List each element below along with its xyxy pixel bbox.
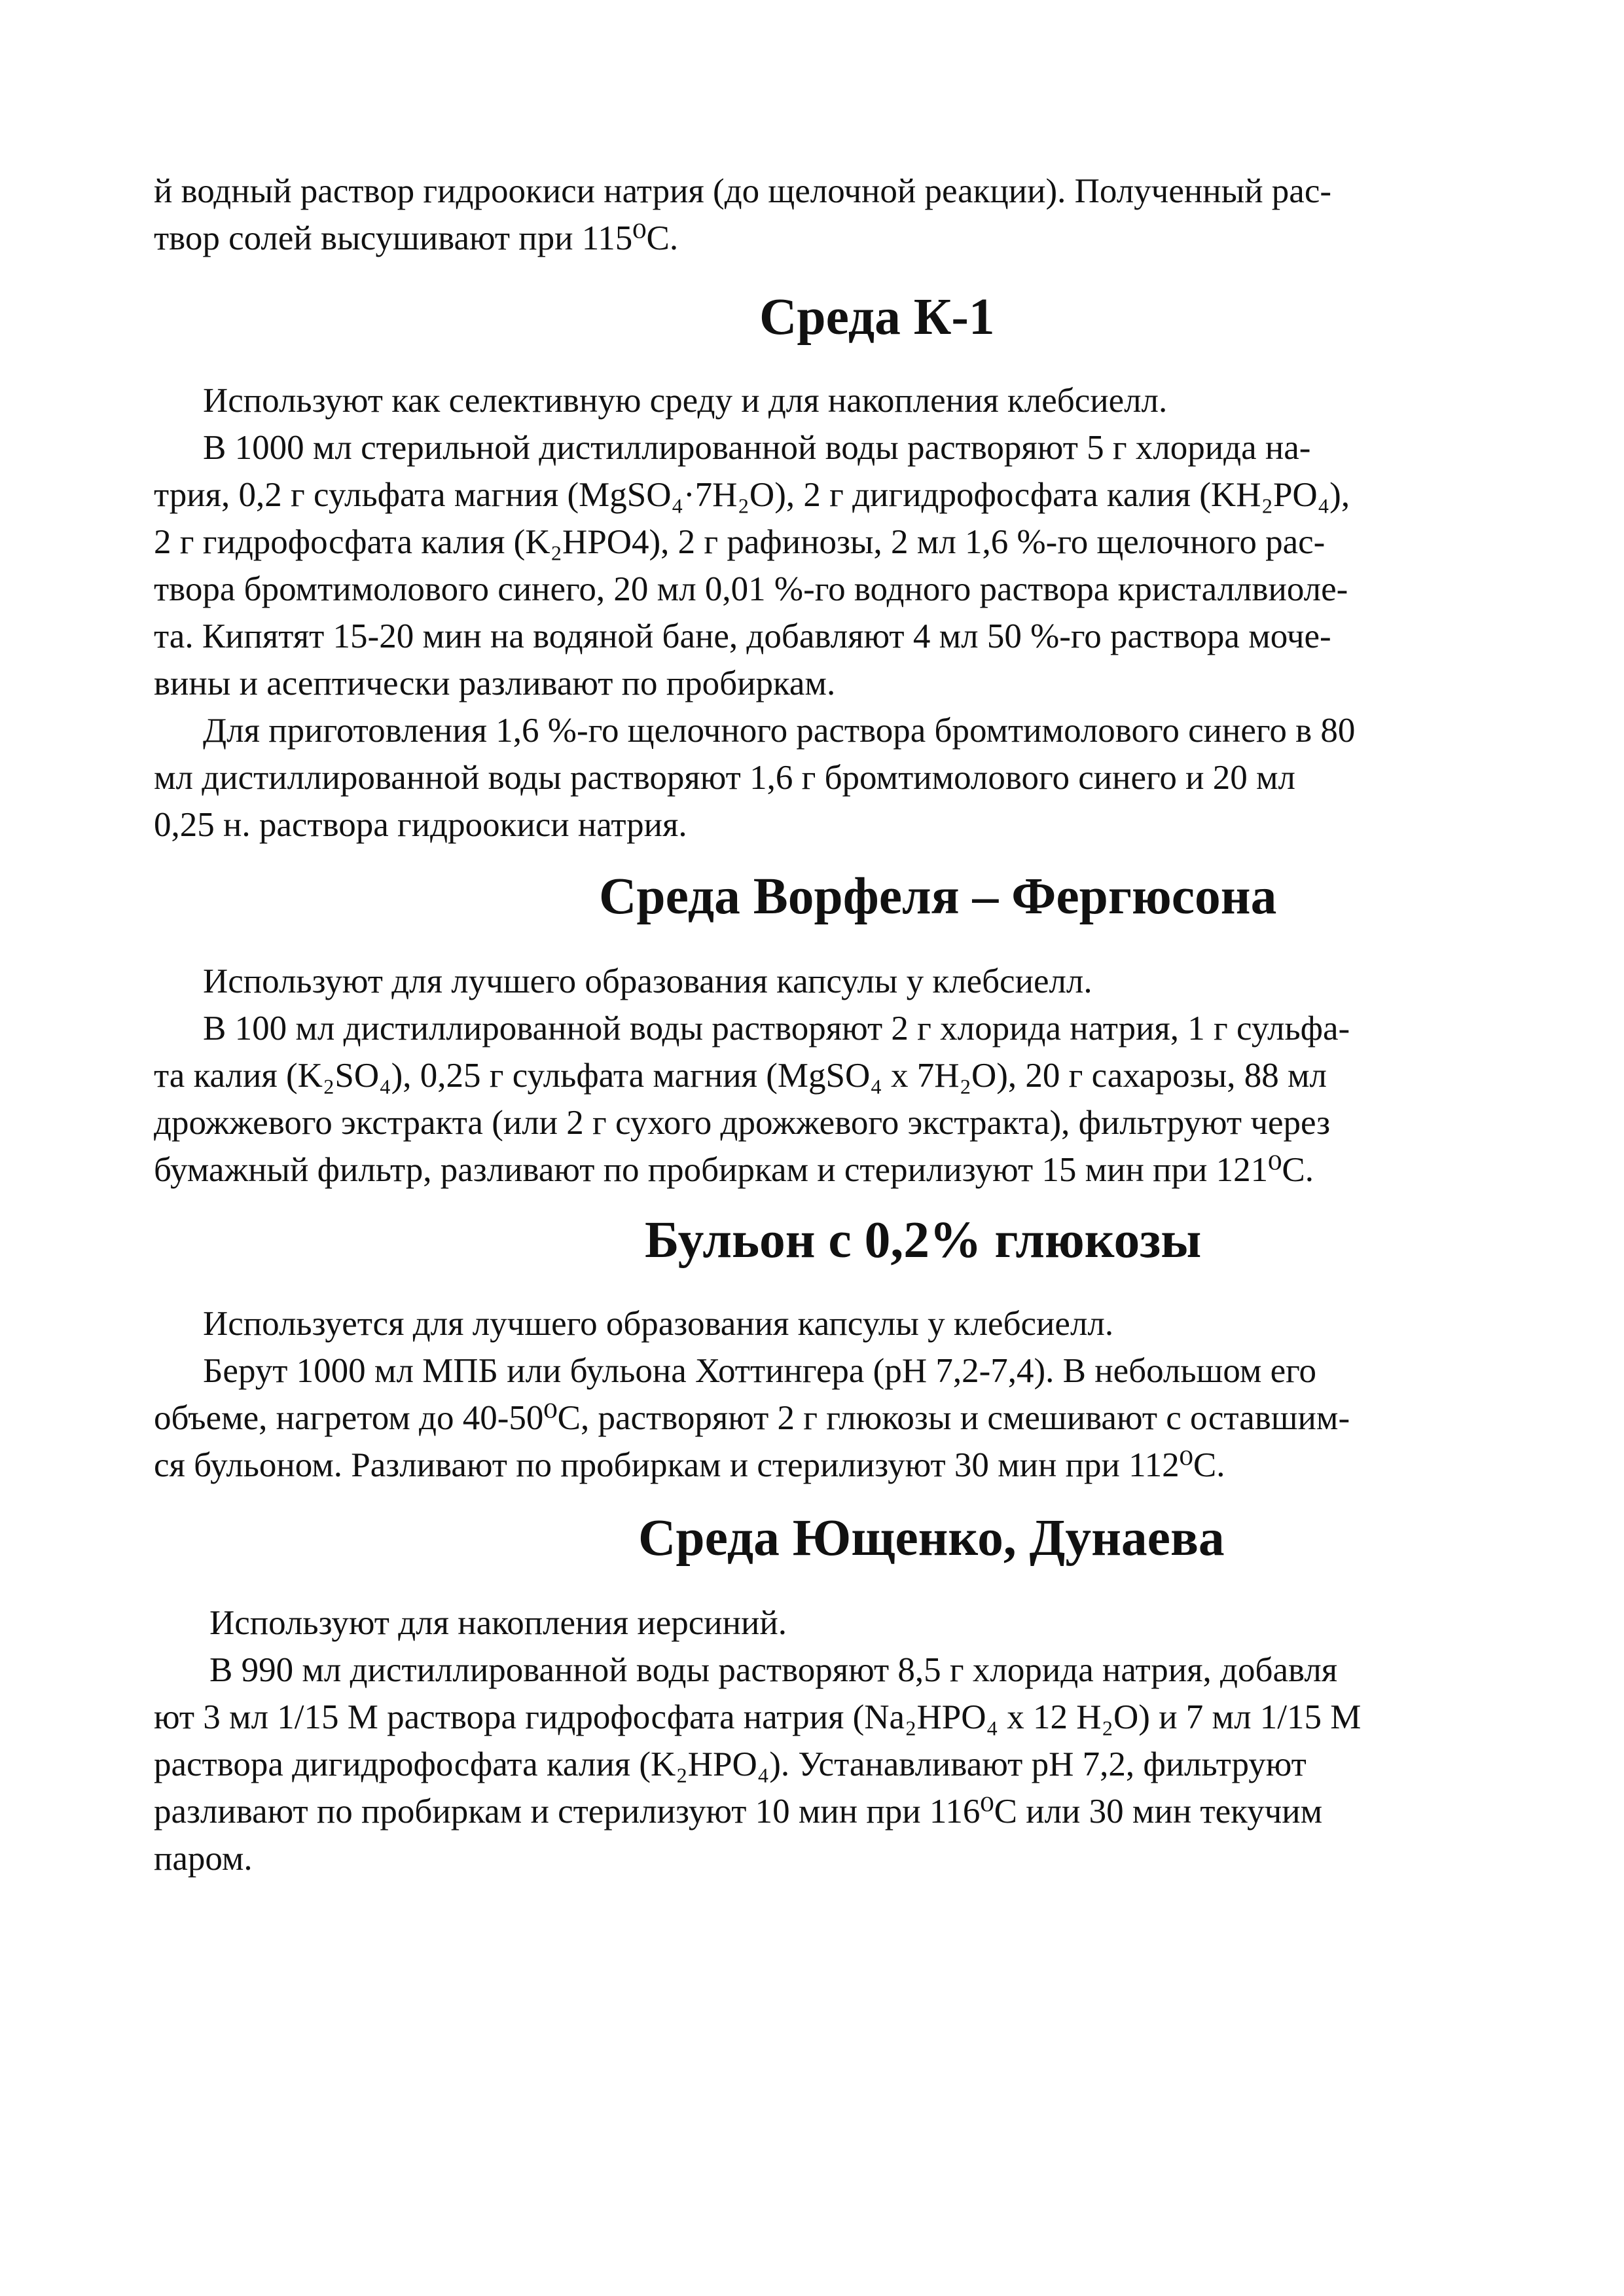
- section-k1-line: В 1000 мл стерильной дистиллированной воды растворяют 5 г хлорида на-: [203, 429, 1311, 467]
- section-k1-line: трия, 0,2 г сульфата магния (MgSO₄·7H₂O), 2 г дигидрофосфата калия (KH₂PO₄),: [154, 476, 1350, 514]
- section-k1-line: та. Кипятят 15-20 мин на водяной бане, добавляют 4 мл 50 %-го раствора моче-: [154, 617, 1331, 655]
- section-title-bouillon: Бульон с 0,2% глюкозы: [645, 1211, 1202, 1269]
- section-worfel-line: Используют для лучшего образования капсулы у клебсиелл.: [203, 962, 1092, 1000]
- section-k1-line: вины и асептически разливают по пробиркам.: [154, 665, 836, 702]
- section-k1-line: 2 г гидрофосфата калия (K₂HPO4), 2 г рафинозы, 2 мл 1,6 %-го щелочного рас-: [154, 523, 1326, 561]
- section-k1-line: твора бромтимолового синего, 20 мл 0,01 %-го водного раствора кристаллвиоле-: [154, 570, 1348, 608]
- section-title-worfel: Среда Ворфеля – Фергюсона: [599, 867, 1277, 925]
- section-worfel-line: бумажный фильтр, разливают по пробиркам и стерилизуют 15 мин при 121⁰С.: [154, 1151, 1314, 1189]
- section-worfel-line: та калия (K₂SO₄), 0,25 г сульфата магния (MgSO₄ x 7H₂O), 20 г сахарозы, 88 мл: [154, 1057, 1327, 1095]
- section-k1-line: Для приготовления 1,6 %-го щелочного раствора бромтимолового синего в 80: [203, 712, 1356, 750]
- section-yushchenko-line: ют 3 мл 1/15 М раствора гидрофосфата натрия (Na₂HPO₄ x 12 H₂O) и 7 мл 1/15 М: [154, 1698, 1362, 1736]
- section-worfel-line: В 100 мл дистиллированной воды растворяют 2 г хлорида натрия, 1 г сульфа-: [203, 1010, 1350, 1048]
- intro-line-1: й водный раствор гидроокиси натрия (до щелочной реакции). Полученный рас-: [154, 172, 1331, 210]
- section-bouillon-line: ся бульоном. Разливают по пробиркам и стерилизуют 30 мин при 112⁰С.: [154, 1446, 1225, 1484]
- section-worfel-line: дрожжевого экстракта (или 2 г сухого дрожжевого экстракта), фильтруют через: [154, 1104, 1331, 1142]
- section-yushchenko-line: разливают по пробиркам и стерилизуют 10 мин при 116⁰С или 30 мин текучим: [154, 1793, 1323, 1831]
- section-title-k1: Среда К-1: [759, 288, 995, 346]
- intro-line-2: твор солей высушивают при 115⁰С.: [154, 219, 679, 257]
- section-yushchenko-line: паром.: [154, 1840, 253, 1878]
- section-k1-line: мл дистиллированной воды растворяют 1,6 г бромтимолового синего и 20 мл: [154, 759, 1296, 797]
- section-k1-line: 0,25 н. раствора гидроокиси натрия.: [154, 806, 687, 844]
- section-bouillon-line: Используется для лучшего образования капсулы у клебсиелл.: [203, 1305, 1114, 1343]
- section-title-yushchenko: Среда Ющенко, Дунаева: [638, 1509, 1225, 1567]
- section-yushchenko-line: Используют для накопления иерсиний.: [209, 1604, 787, 1642]
- section-k1-line: Используют как селективную среду и для накопления клебсиелл.: [203, 382, 1168, 420]
- section-bouillon-line: объеме, нагретом до 40-50⁰С, растворяют 2 г глюкозы и смешивают с оставшим-: [154, 1399, 1350, 1437]
- section-yushchenko-line: раствора дигидрофосфата калия (K₂HPO₄). Устанавливают рН 7,2, фильтруют: [154, 1745, 1307, 1783]
- section-yushchenko-line: В 990 мл дистиллированной воды растворяют 8,5 г хлорида натрия, добавля: [209, 1651, 1338, 1689]
- section-bouillon-line: Берут 1000 мл МПБ или бульона Хоттингера (рН 7,2-7,4). В небольшом его: [203, 1352, 1317, 1390]
